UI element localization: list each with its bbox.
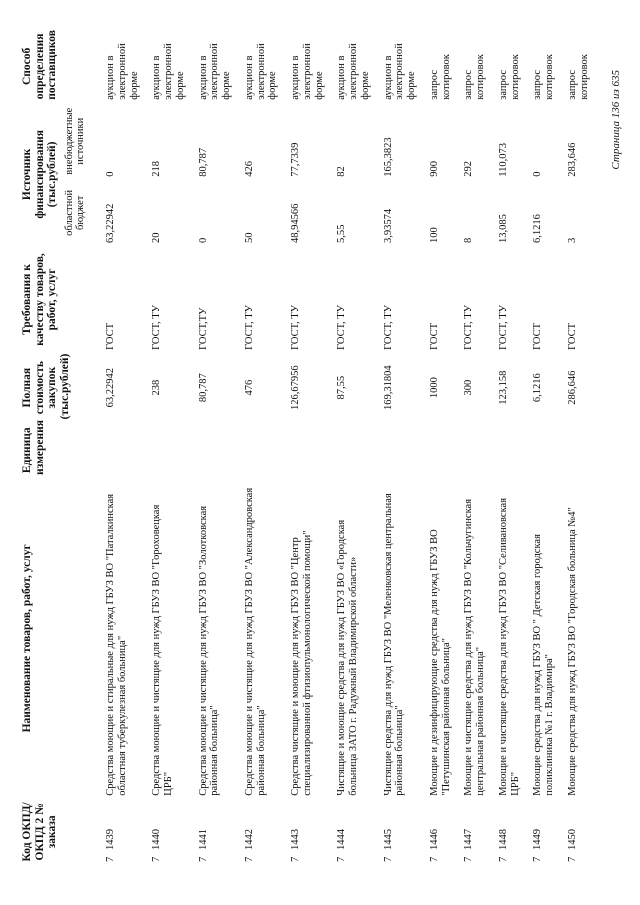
col-header-code: Код ОКПД/ ОКПД 2 № заказа — [21, 802, 59, 862]
order-code — [373, 799, 419, 865]
item-name: Средства моющие и чистящие для нужд ГБУЗ ВО "Александровская районная больница" — [243, 487, 267, 796]
item-funding-extrabudget: 0 — [532, 171, 544, 177]
okpd-code: 7 — [566, 856, 578, 862]
page-number: Страница 136 из 635 — [610, 70, 622, 170]
item-name: Средства моющие и чистящие для нужд ГБУЗ ВО "Гороховецкая ЦРБ" — [151, 504, 175, 796]
col-header-funding-extrabudget: внебюджетные источники — [63, 107, 87, 175]
table-row — [522, 30, 557, 865]
item-requirements: ГОСТ, ТУ — [336, 304, 348, 350]
order-number: 1441 — [197, 829, 209, 850]
item-requirements: ГОСТ — [105, 322, 117, 350]
item-unit — [419, 422, 454, 478]
col-header-requirements: Требования к качеству товаров, работ, услуг — [21, 253, 59, 346]
order-code — [188, 799, 234, 865]
item-funding-extrabudget: 0 — [105, 171, 117, 177]
item-funding-extrabudget: 80,787 — [197, 147, 209, 177]
item-method: запрос котировок — [428, 54, 452, 100]
item-requirements: ГОСТ — [566, 322, 578, 350]
item-requirements: ГОСТ, ТУ — [243, 304, 255, 350]
item-funding-regional: 5,55 — [336, 224, 348, 243]
table-row — [453, 30, 488, 865]
item-funding-extrabudget: 900 — [428, 160, 440, 177]
order-number: 1444 — [336, 829, 348, 850]
item-name: Средства чистящие и моющие для нужд ГБУЗ ВО "Центр специализированной фтизиопульмонологической помощи" — [290, 530, 313, 796]
item-cost: 300 — [463, 379, 475, 396]
item-funding-extrabudget: 165,3823 — [382, 137, 394, 177]
item-unit — [488, 422, 523, 478]
col-header-name: Наименование товаров, работ, услуг — [21, 544, 33, 733]
table-row — [326, 30, 372, 865]
order-number: 1445 — [382, 829, 394, 850]
order-number: 1440 — [151, 829, 163, 850]
item-method: запрос котировок — [566, 54, 590, 100]
okpd-code: 7 — [105, 856, 117, 862]
item-unit — [141, 422, 187, 478]
item-cost: 169,31804 — [382, 365, 394, 410]
order-code — [453, 799, 488, 865]
item-cost: 238 — [151, 379, 163, 396]
item-unit — [522, 422, 557, 478]
order-number: 1450 — [566, 829, 578, 850]
order-code — [522, 799, 557, 865]
item-method: запрос котировок — [463, 54, 487, 100]
order-code — [91, 799, 141, 865]
order-code — [141, 799, 187, 865]
item-funding-extrabudget: 77,7339 — [290, 142, 302, 177]
order-code — [326, 799, 372, 865]
item-funding-regional: 13,085 — [497, 214, 509, 243]
item-requirements: ГОСТ — [428, 322, 440, 350]
item-method: аукцион в электронной форме — [336, 43, 371, 100]
item-name: Средства моющие и стиральные для нужд ГБУЗ ВО "Паталкинская областная туберкулезная больница" — [105, 493, 128, 796]
item-funding-extrabudget: 110,073 — [497, 142, 509, 177]
item-method: аукцион в электронной форме — [151, 43, 186, 100]
item-cost: 126,67956 — [290, 365, 302, 410]
okpd-code: 7 — [336, 856, 348, 862]
table-body — [91, 30, 591, 865]
item-cost: 6,1216 — [532, 373, 544, 403]
table-row — [141, 30, 187, 865]
item-unit — [280, 422, 326, 478]
item-name: Моющие и чистящие средства для нужд ГБУЗ ВО "Кольчугинская центральная районная больница" — [463, 498, 487, 796]
item-unit — [188, 422, 234, 478]
procurement-table — [20, 30, 591, 865]
okpd-code: 7 — [290, 856, 302, 862]
item-method: аукцион в электронной форме — [290, 43, 325, 100]
item-requirements: ГОСТ, ТУ — [382, 304, 394, 350]
item-name: Чистящие и моющие средства для нужд ГБУЗ ВО «Городская больница ЗАТО г. Радужный Владимирской области» — [336, 519, 360, 796]
order-code — [488, 799, 523, 865]
item-funding-extrabudget: 292 — [463, 160, 475, 177]
okpd-code: 7 — [463, 856, 475, 862]
item-funding-regional: 3 — [566, 237, 578, 243]
item-requirements: ГОСТ, ТУ — [290, 304, 302, 350]
table-row — [188, 30, 234, 865]
item-funding-extrabudget: 218 — [151, 160, 163, 177]
item-name: Чистящие средства для нужд ГБУЗ ВО "Меленковская центральная районная больница" — [382, 493, 406, 796]
item-cost: 1000 — [428, 377, 440, 399]
order-number: 1448 — [497, 829, 509, 850]
order-code — [234, 799, 280, 865]
item-funding-regional: 50 — [243, 232, 255, 243]
table-row — [234, 30, 280, 865]
order-code — [419, 799, 454, 865]
order-number: 1449 — [532, 829, 544, 850]
item-funding-regional: 6,1216 — [532, 214, 544, 243]
order-number: 1442 — [243, 829, 255, 850]
okpd-code: 7 — [532, 856, 544, 862]
item-unit — [373, 422, 419, 478]
col-header-funding: Источник финансирования (тыс.рублей) — [21, 130, 59, 219]
item-method: аукцион в электронной форме — [382, 43, 418, 100]
item-method: запрос котировок — [532, 54, 556, 100]
okpd-code: 7 — [243, 856, 255, 862]
item-unit — [234, 422, 280, 478]
item-unit — [453, 422, 488, 478]
item-unit — [326, 422, 372, 478]
item-name: Моющие и чистящие средства для нужд ГБУЗ ВО "Селивановская ЦРБ" — [497, 497, 521, 796]
item-requirements: ГОСТ, ТУ — [463, 304, 475, 350]
item-name: Средства моющие и чистящие для нужд ГБУЗ ВО "Золотковская районная больница" — [197, 505, 221, 796]
item-cost: 123,158 — [497, 370, 509, 405]
item-funding-regional: 0 — [197, 237, 209, 243]
item-funding-regional: 48,94566 — [290, 203, 302, 243]
table-row — [280, 30, 326, 865]
order-code — [557, 799, 592, 865]
order-code — [280, 799, 326, 865]
okpd-code: 7 — [197, 856, 209, 862]
item-name: Моющие и дезинфицирующие средства для нужд ГБУЗ ВО "Петушинская районная больница" — [428, 529, 452, 796]
item-cost: 63,22942 — [105, 367, 117, 408]
okpd-code: 7 — [497, 856, 509, 862]
item-funding-regional: 20 — [151, 232, 163, 243]
table-row — [91, 30, 141, 865]
item-funding-extrabudget: 82 — [336, 166, 348, 177]
item-cost: 87,55 — [336, 375, 348, 400]
item-method: аукцион в электронной форме — [197, 43, 233, 100]
table-row — [557, 30, 592, 865]
table-row — [488, 30, 523, 865]
table-row — [419, 30, 454, 865]
item-requirements: ГОСТ,ТУ — [197, 307, 209, 350]
item-cost: 286,646 — [566, 370, 578, 405]
item-unit — [91, 422, 141, 478]
item-requirements: ГОСТ, ТУ — [151, 304, 163, 350]
col-header-method: Способ определения поставщиков — [21, 30, 59, 100]
item-funding-regional: 100 — [428, 227, 440, 243]
item-cost: 476 — [243, 379, 255, 396]
item-funding-extrabudget: 283,646 — [566, 142, 578, 177]
col-header-cost: Полная стоимость закупок (тыс.рублей) — [21, 353, 71, 420]
item-name: Моющие средства для нужд ГБУЗ ВО " Детская городская поликлиника №1 г. Владимира" — [532, 534, 556, 796]
item-method: аукцион в электронной форме — [243, 43, 279, 100]
order-number: 1443 — [290, 829, 302, 850]
table-row — [373, 30, 419, 865]
item-name: Моющие средства для нужд ГБУЗ ВО "Городская больница №4" — [566, 507, 578, 796]
item-method: запрос котировок — [497, 54, 521, 100]
order-number: 1447 — [463, 829, 475, 850]
okpd-code: 7 — [151, 856, 163, 862]
okpd-code: 7 — [382, 856, 394, 862]
item-cost: 80,787 — [197, 373, 209, 403]
item-funding-regional: 3,93574 — [382, 208, 394, 243]
item-requirements: ГОСТ — [532, 322, 544, 350]
col-header-unit: Единица измерения — [21, 419, 46, 475]
item-funding-regional: 63,22942 — [105, 203, 117, 243]
okpd-code: 7 — [428, 856, 440, 862]
col-header-funding-regional: областной бюджет — [63, 189, 87, 236]
item-method: аукцион в электронной форме — [105, 43, 140, 100]
order-number: 1439 — [105, 829, 117, 850]
item-funding-regional: 8 — [463, 237, 475, 243]
order-number: 1446 — [428, 829, 440, 850]
item-funding-extrabudget: 426 — [243, 160, 255, 177]
item-requirements: ГОСТ, ТУ — [497, 304, 509, 350]
item-unit — [557, 422, 592, 478]
